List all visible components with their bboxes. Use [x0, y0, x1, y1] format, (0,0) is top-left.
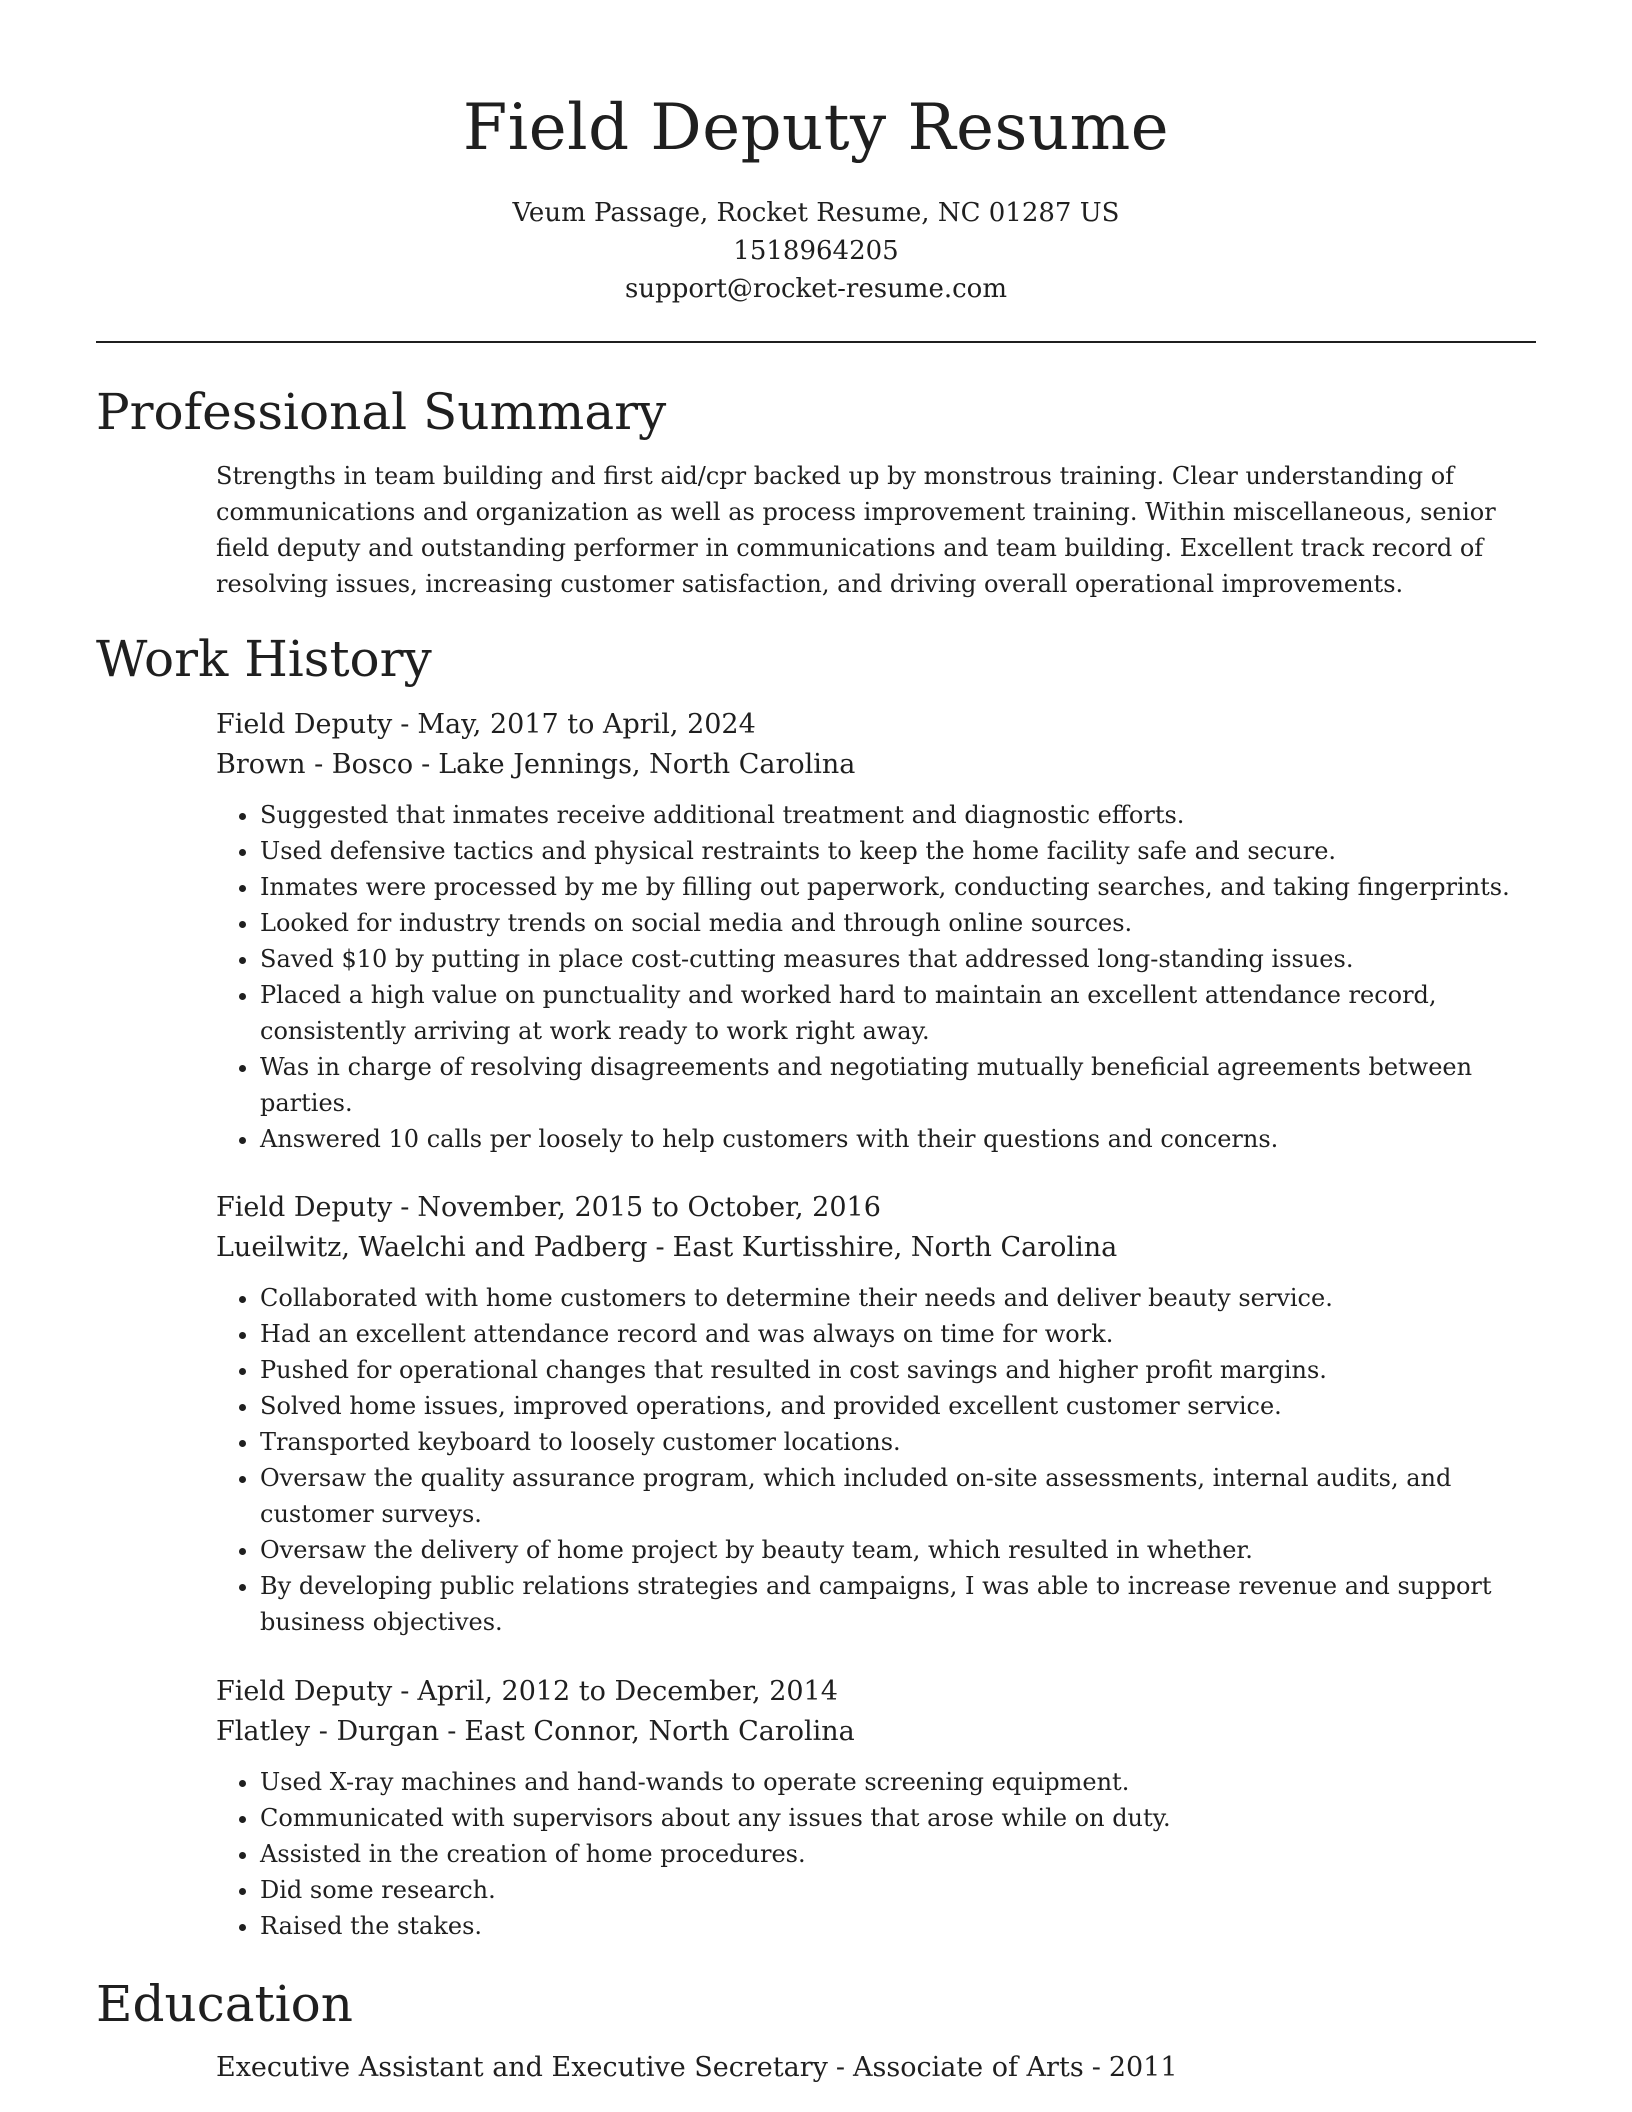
job-entry [216, 1672, 1536, 1944]
job-company-line [216, 1228, 1536, 1268]
job-bullet: • Communicated with supervisors about any issues that arose while on duty. [260, 1800, 1536, 1836]
job-bullet: • Looked for industry trends on social media and through online sources. [260, 905, 1536, 941]
job-bullet-list [216, 797, 1536, 1157]
job-dates: November, 2015 to October, 2016 [417, 1192, 881, 1223]
job-bullet: • Inmates were processed by me by filling out paperwork, conducting searches, and taking fingerprints. [260, 869, 1536, 905]
job-title-line [216, 705, 1536, 745]
job-bullet: • Placed a high value on punctuality and worked hard to maintain an excellent attendance record, consistently arriving at work ready to work right away. [260, 977, 1536, 1049]
job-company-line [216, 745, 1536, 785]
job-title-line [216, 1188, 1536, 1228]
job-title: Field Deputy [216, 1676, 393, 1707]
job-title: Field Deputy [216, 709, 393, 740]
education-year: 2011 [1108, 2052, 1178, 2083]
work-history-heading: Work History [96, 630, 432, 688]
education-heading: Education [96, 1975, 353, 2033]
education-line [216, 2048, 1536, 2088]
resume-title: Field Deputy Resume [462, 91, 1170, 165]
job-bullet: • Oversaw the delivery of home project by beauty team, which resulted in whether. [260, 1532, 1536, 1568]
separator: - [421, 749, 431, 780]
job-location: East Connor, North Carolina [464, 1716, 855, 1747]
resume-header [0, 84, 1632, 308]
education-entry [216, 2048, 1536, 2088]
education-degree: Associate of Arts [853, 2052, 1084, 2083]
separator: - [400, 1676, 410, 1707]
separator: - [1091, 2052, 1101, 2083]
job-bullet: • Pushed for operational changes that resulted in cost savings and higher profit margins. [260, 1352, 1536, 1388]
header-divider [96, 341, 1536, 343]
job-bullet: • Solved home issues, improved operations, and provided excellent customer service. [260, 1388, 1536, 1424]
separator: - [400, 709, 410, 740]
job-bullet: • Transported keyboard to loosely customer locations. [260, 1424, 1536, 1460]
contact-info [0, 194, 1632, 308]
contact-address: Veum Passage, Rocket Resume, NC 01287 US [512, 198, 1120, 228]
job-company: Brown - Bosco [216, 749, 414, 780]
education-program: Executive Assistant and Executive Secretary [216, 2052, 828, 2083]
summary-body [216, 458, 1536, 602]
job-company: Flatley - Durgan [216, 1716, 440, 1747]
job-bullet: • Had an excellent attendance record and was always on time for work. [260, 1316, 1536, 1352]
summary-heading: Professional Summary [96, 383, 667, 441]
job-bullet: • Was in charge of resolving disagreements and negotiating mutually beneficial agreements between parties. [260, 1049, 1536, 1121]
job-company-line [216, 1712, 1536, 1752]
contact-email: support@rocket-resume.com [624, 274, 1007, 304]
separator: - [447, 1716, 457, 1747]
job-title-line [216, 1672, 1536, 1712]
job-entry [216, 705, 1536, 1157]
job-dates: April, 2012 to December, 2014 [417, 1676, 838, 1707]
job-company: Lueilwitz, Waelchi and Padberg [216, 1232, 648, 1263]
job-bullet: • Raised the stakes. [260, 1908, 1536, 1944]
job-bullet: • Suggested that inmates receive additional treatment and diagnostic efforts. [260, 797, 1536, 833]
job-bullet: • Did some research. [260, 1872, 1536, 1908]
job-title: Field Deputy [216, 1192, 393, 1223]
job-bullet: • Collaborated with home customers to determine their needs and deliver beauty service. [260, 1280, 1536, 1316]
job-bullet: • By developing public relations strategies and campaigns, I was able to increase revenue and support business objectives. [260, 1568, 1536, 1640]
job-bullet: • Saved $10 by putting in place cost-cutting measures that addressed long-standing issues. [260, 941, 1536, 977]
job-bullet: • Used X-ray machines and hand-wands to operate screening equipment. [260, 1764, 1536, 1800]
summary-text: Strengths in team building and first aid/cpr backed up by monstrous training. Clear understanding of communications and organization as well as process improvement training. Within miscellaneous, senior field deputy and outstanding performer in communications and team building. Excellent track record of resolving issues, increasing customer satisfaction, and driving overall operational improvements. [216, 462, 1496, 598]
separator: - [655, 1232, 665, 1263]
job-bullet: • Oversaw the quality assurance program, which included on-site assessments, internal audits, and customer surveys. [260, 1460, 1536, 1532]
job-dates: May, 2017 to April, 2024 [417, 709, 756, 740]
contact-phone: 1518964205 [733, 236, 899, 266]
separator: - [400, 1192, 410, 1223]
job-bullet: • Used defensive tactics and physical restraints to keep the home facility safe and secure. [260, 833, 1536, 869]
job-bullet: • Answered 10 calls per loosely to help customers with their questions and concerns. [260, 1121, 1536, 1157]
job-location: Lake Jennings, North Carolina [438, 749, 856, 780]
job-entry [216, 1188, 1536, 1640]
job-bullet: • Assisted in the creation of home procedures. [260, 1836, 1536, 1872]
job-bullet-list [216, 1764, 1536, 1944]
job-bullet-list [216, 1280, 1536, 1640]
separator: - [835, 2052, 845, 2083]
job-location: East Kurtisshire, North Carolina [672, 1232, 1118, 1263]
